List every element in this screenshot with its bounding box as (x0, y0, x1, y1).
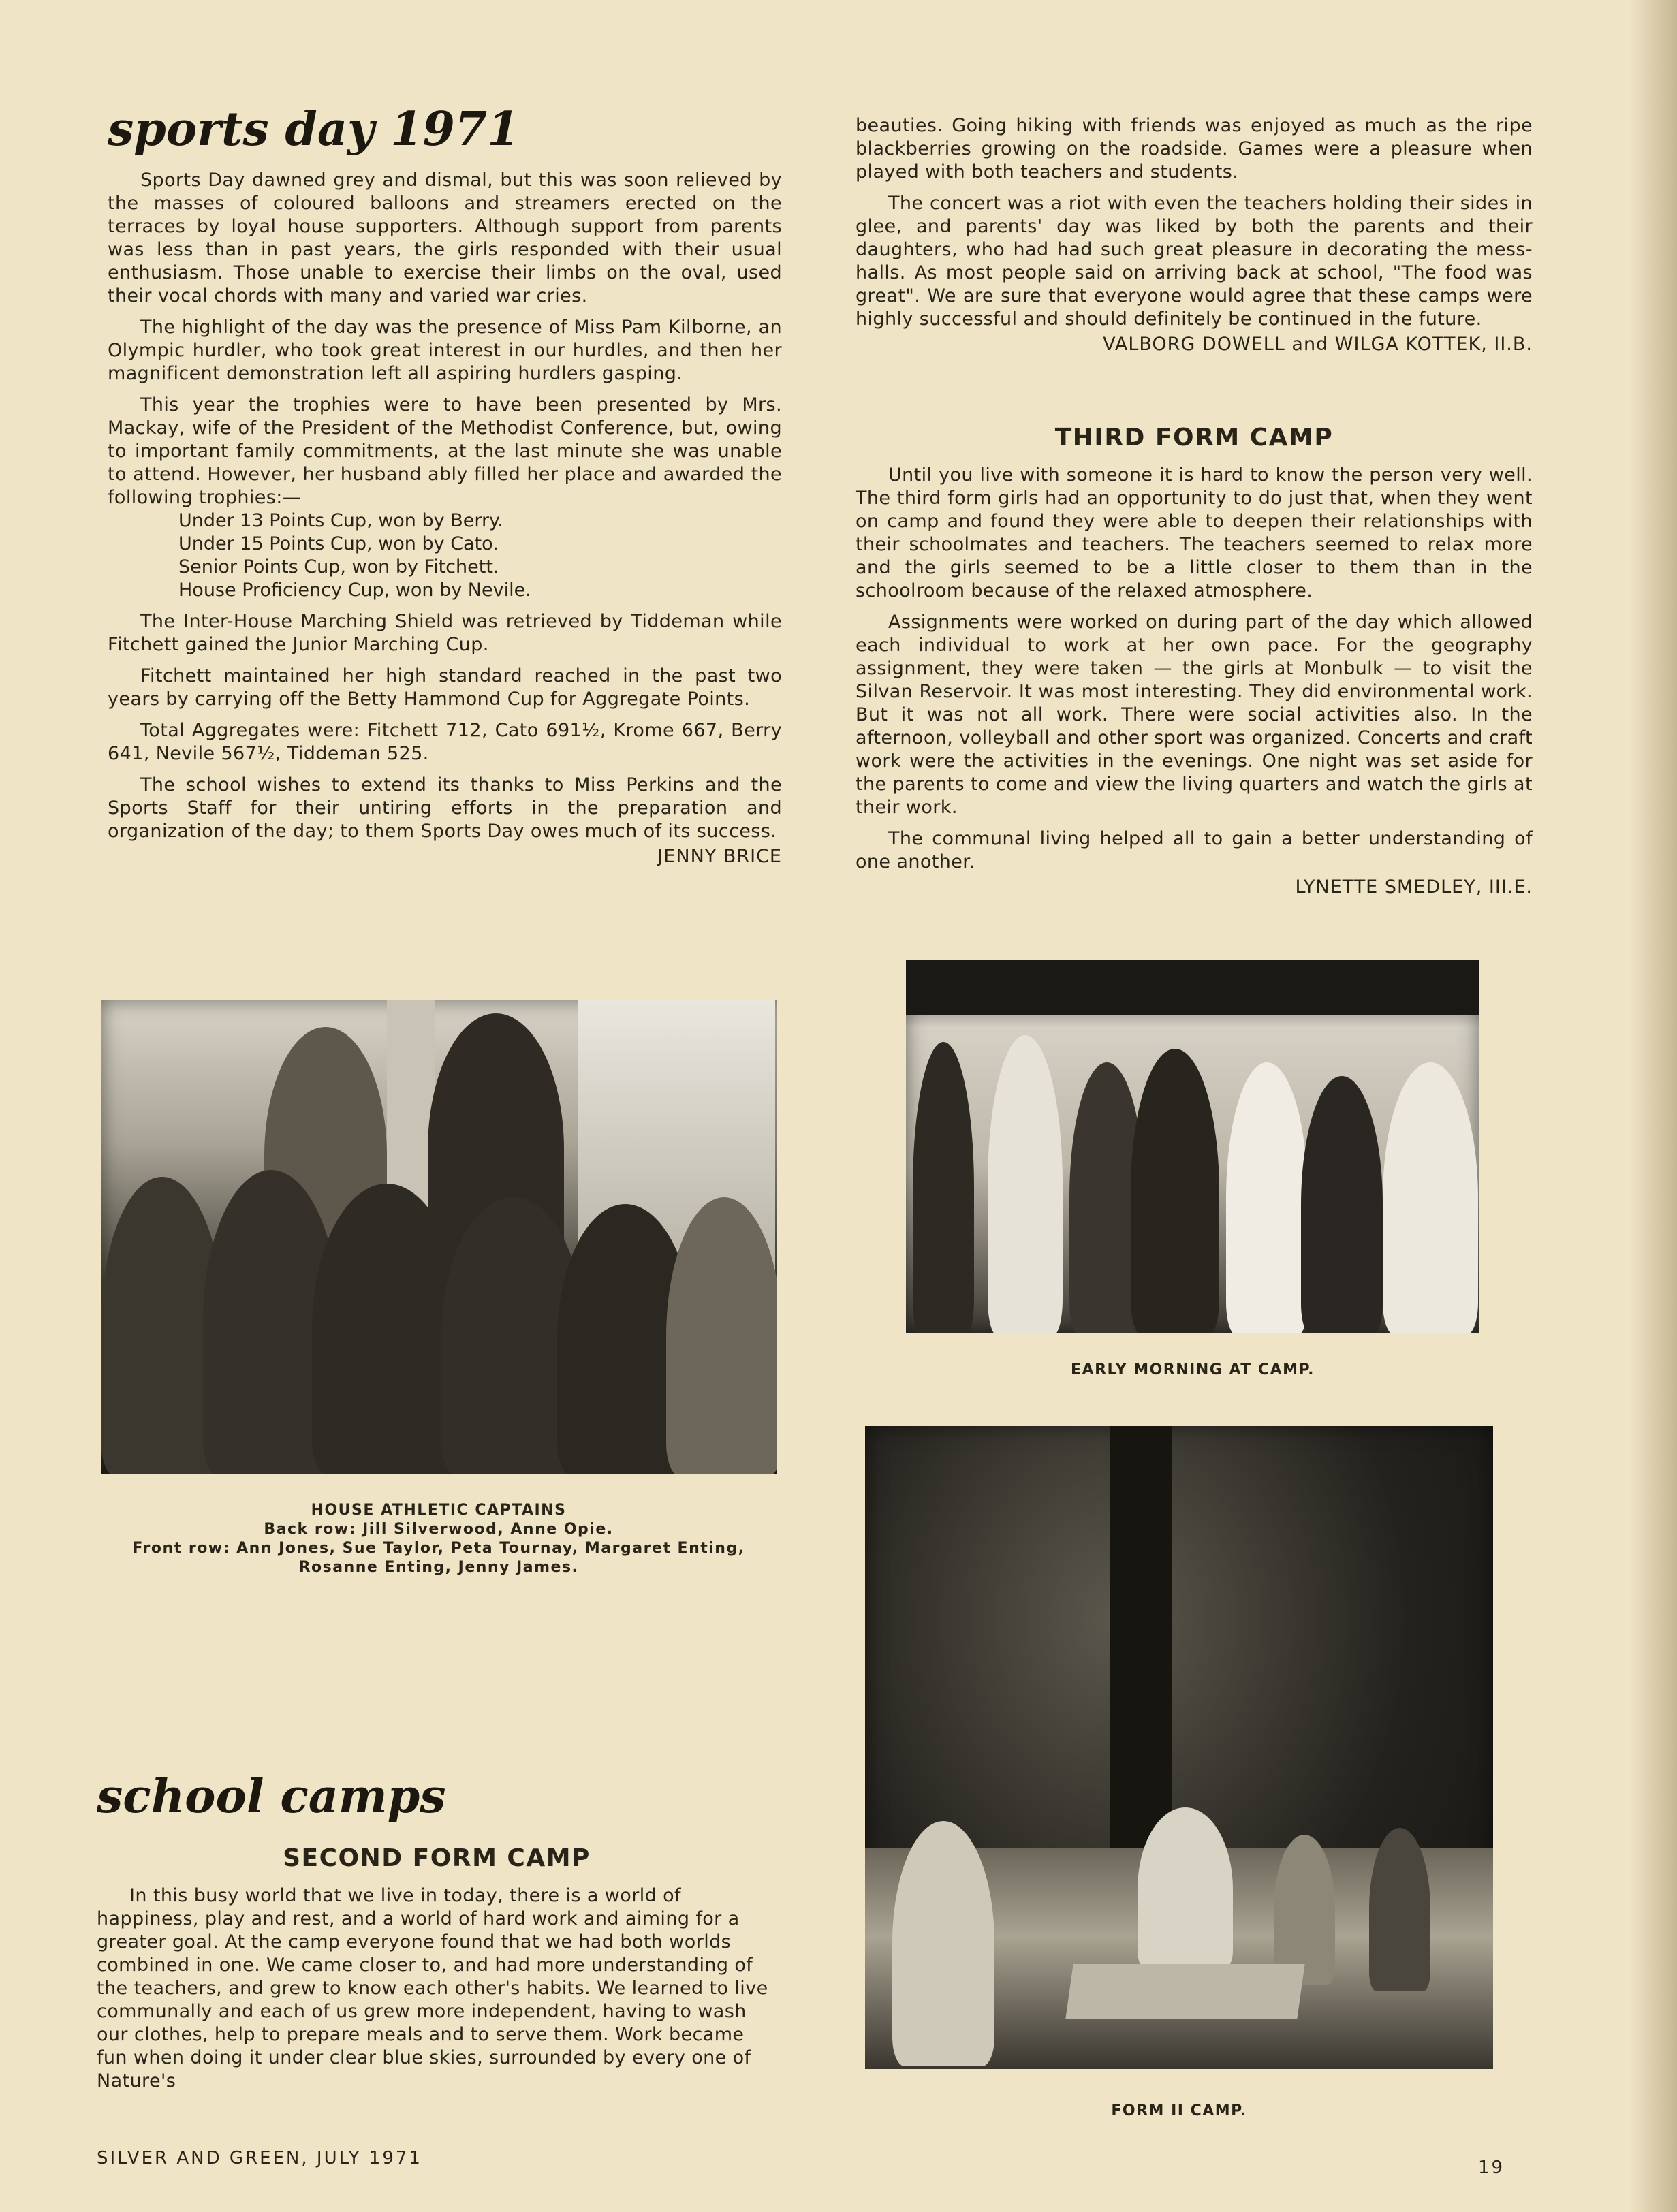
person-figure (892, 1821, 994, 2066)
sports-day-paragraph: Total Aggregates were: Fitchett 712, Cato 691½, Krome 667, Berry 641, Nevile 567½, Tiddeman 525. (108, 720, 782, 764)
second-form-camp-authors: VALBORG DOWELL and WILGA KOTTEK, II.B. (1103, 334, 1533, 355)
publication-footer: SILVER AND GREEN, JULY 1971 (97, 2148, 422, 2168)
sports-day-paragraph: The school wishes to extend its thanks to Miss Perkins and the Sports Staff for their untiring efforts in the preparation and organization of the day; to them Sports Day owes much of its success. (108, 774, 782, 842)
sports-day-paragraph: The highlight of the day was the presence of Miss Pam Kilborne, an Olympic hurdler, who took great interest in our hurdles, and then her magnificent demonstration left all aspiring hurdlers gasping. (108, 317, 782, 384)
page-edge-shadow (1629, 0, 1677, 2212)
girl-figure (1301, 1076, 1383, 1333)
girl-figure (1131, 1049, 1219, 1333)
girl-figure (666, 1197, 777, 1474)
girl-figure (913, 1042, 974, 1333)
school-camps-title: school camps (97, 1769, 446, 1824)
house-captains-caption (101, 1501, 777, 1577)
girl-figure (312, 1184, 462, 1474)
early-morning-photo (906, 960, 1479, 1333)
third-form-camp-paragraph: The communal living helped all to gain a better understanding of one another. (856, 828, 1533, 872)
second-form-camp-continued (856, 114, 1533, 355)
trophy-item: Under 15 Points Cup, won by Cato. (178, 533, 499, 554)
sports-day-paragraph: Sports Day dawned grey and dismal, but this was soon relieved by the masses of coloured balloons and streamers erected on the terraces by loyal house supporters. Although support from parents was less than in past years, the girls responded with their usual enthusiasm. Those unable to exercise their limbs on the oval, used their vocal chords with many and varied war cries. (108, 170, 782, 306)
sports-day-title: sports day 1971 (108, 102, 520, 157)
sports-day-paragraph: This year the trophies were to have been presented by Mrs. Mackay, wife of the President of the Methodist Conference, but, owing to important family commitments, at the last minute she was unable to attend. However, her husband ably filled her place and awarded the following trophies:— (108, 394, 782, 508)
sports-day-paragraph: The Inter-House Marching Shield was retrieved by Tiddeman while Fitchett gained the Junior Marching Cup. (108, 611, 782, 655)
early-morning-caption: EARLY MORNING AT CAMP. (1071, 1361, 1315, 1378)
sports-day-paragraph: Fitchett maintained her high standard reached in the past two years by carrying off the Betty Hammond Cup for Aggregate Points. (108, 665, 782, 710)
caption-title: HOUSE ATHLETIC CAPTAINS (311, 1502, 567, 1519)
girl-figure (1383, 1062, 1478, 1333)
third-form-camp-paragraph: Assignments were worked on during part of the day which allowed each individual to work at her own pace. For the geography assignment, they were taken — the girls at Monbulk — to visit the Silvan Reservoir. It was most interesting. They did environmental work. But it was not all work. There were social activities also. In the afternoon, volleyball and other sport was organized. Concerts and craft work were the activities in the evenings. One night was set aside for the parents to come and view the living quarters and watch the girls at their work. (856, 612, 1533, 818)
form-ii-camp-caption: FORM II CAMP. (1111, 2102, 1247, 2119)
form-ii-camp-photo (865, 1426, 1493, 2069)
school-camps-article (97, 1769, 777, 2101)
page-number: 19 (1478, 2158, 1505, 2178)
person-figure (1369, 1828, 1430, 1991)
caption-back-row: Back row: Jill Silverwood, Anne Opie. (264, 1521, 614, 1538)
person-figure (1138, 1807, 1233, 1971)
continuation-paragraph: The concert was a riot with even the teachers holding their sides in glee, and parents' day was liked by both the parents and their daughters, who had had such great pleasure in decorating the mess-halls. As most people said on arriving back at school, "The food was great". We are sure that everyone would agree that these camps were highly successful and should definitely be continued in the future. (856, 193, 1533, 330)
trophy-item: Under 13 Points Cup, won by Berry. (178, 510, 503, 531)
caption-front-row-cont: Rosanne Enting, Jenny James. (298, 1559, 579, 1576)
third-form-camp-heading: THIRD FORM CAMP (1054, 424, 1334, 452)
second-form-camp-paragraph: In this busy world that we live in today, there is a world of happiness, play and rest, and a world of hard work and aiming for a greater goal. At the camp everyone found that we had both worlds combined in one. We came closer to, and had more understanding of the teachers, and grew to know each other's habits. We learned to live communally and each of us grew more independent, having to wash our clothes, help to prepare meals and to serve them. Work became fun when doing it under clear blue skies, surrounded by every one of Nature's (97, 1885, 768, 2091)
third-form-camp-article (856, 424, 1533, 898)
second-form-camp-heading: SECOND FORM CAMP (283, 1844, 591, 1872)
continuation-paragraph: beauties. Going hiking with friends was enjoyed as much as the ripe blackberries growing on the roadside. Games were a pleasure when played with both teachers and students. (856, 115, 1533, 183)
eaves-shadow (906, 960, 1479, 1015)
house-captains-photo (101, 1000, 777, 1474)
girl-figure (1226, 1062, 1308, 1333)
third-form-camp-author: LYNETTE SMEDLEY, III.E. (1295, 876, 1533, 898)
third-form-camp-paragraph: Until you live with someone it is hard to know the person very well. The third form girls had an opportunity to do just that, when they went on camp and found they were able to deepen their relationships with their schoolmates and teachers. The teachers seemed to relax more and the girls seemed to be a little closer to them than in the schoolroom because of the relaxed atmosphere. (856, 464, 1533, 601)
sports-day-article (108, 102, 782, 867)
picnic-table (1065, 1964, 1304, 2019)
person-figure (1274, 1835, 1335, 1985)
caption-front-row: Front row: Ann Jones, Sue Taylor, Peta Tournay, Margaret Enting, (132, 1540, 745, 1557)
trophy-item: House Proficiency Cup, won by Nevile. (178, 580, 531, 601)
girl-figure (988, 1035, 1063, 1333)
sports-day-author: JENNY BRICE (657, 846, 782, 867)
trophy-item: Senior Points Cup, won by Fitchett. (178, 556, 499, 578)
